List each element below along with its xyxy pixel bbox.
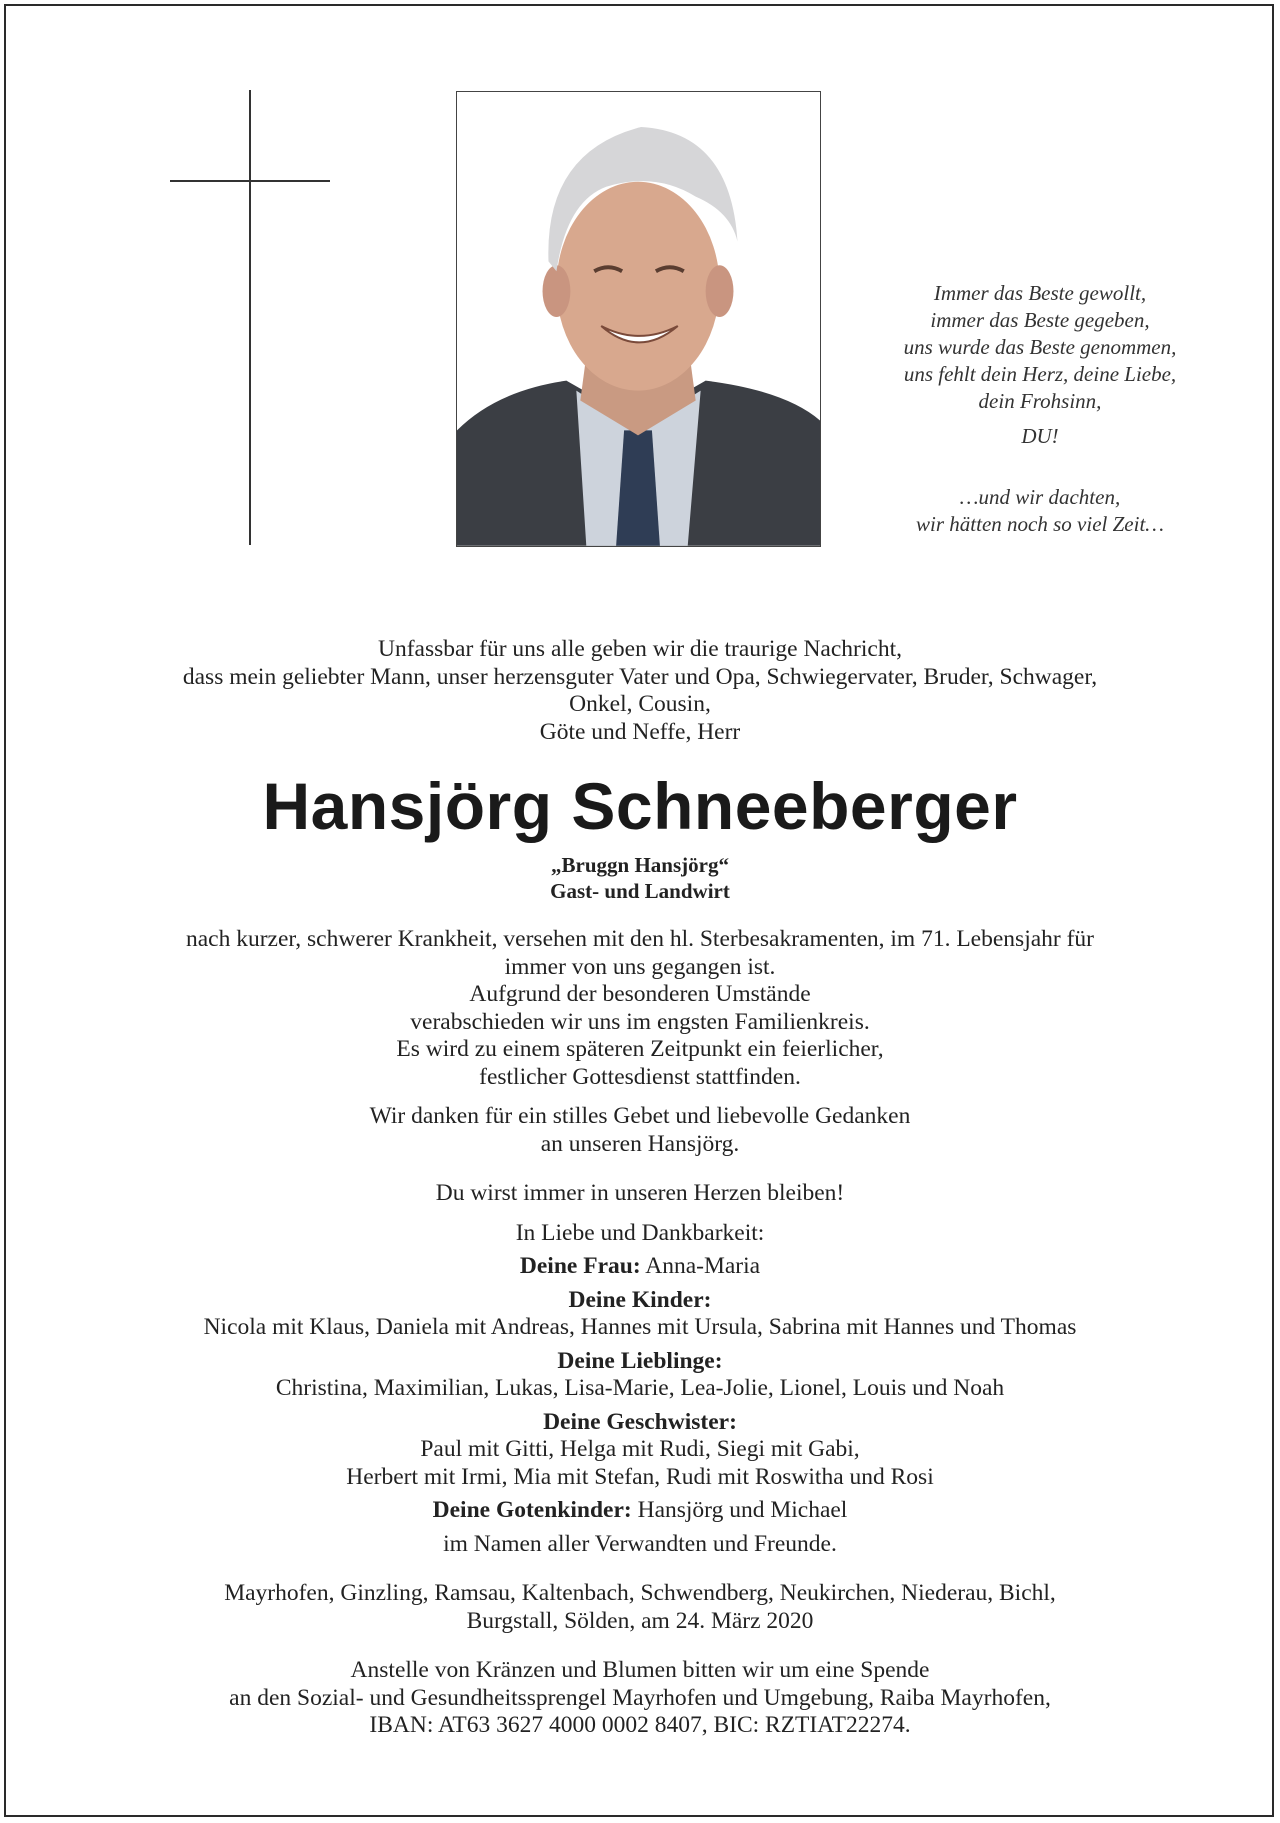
godchildren-label: Deine Gotenkinder: [432, 1497, 632, 1523]
message-line: festlicher Gottesdienst stattfinden. [479, 1063, 801, 1090]
message-line: verabschieden wir uns im engsten Familienkreis. [410, 1008, 870, 1035]
siblings-label: Deine Geschwister: [543, 1408, 737, 1435]
children-label: Deine Kinder: [568, 1286, 712, 1313]
intro-line: Göte und Neffe, Herr [539, 718, 741, 745]
heart-line: Du wirst immer in unseren Herzen bleiben! [435, 1180, 845, 1206]
quote-line: immer das Beste gegeben, [930, 308, 1150, 332]
cross-icon [249, 90, 251, 545]
places-line: Burgstall, Sölden, am 24. März 2020 [466, 1607, 814, 1634]
deceased-name: Hansjörg Schneeberger [262, 769, 1018, 843]
quote-line: Immer das Beste gewollt, [933, 281, 1147, 305]
donation-line: IBAN: AT63 3627 4000 0002 8407, BIC: RZTIAT22274. [369, 1712, 911, 1738]
wife-name: Anna-Maria [645, 1253, 761, 1279]
favorites-names: Christina, Maximilian, Lukas, Lisa-Marie, Lea-Jolie, Lionel, Louis und Noah [275, 1375, 1005, 1401]
intro-line: dass mein geliebter Mann, unser herzensguter Vater und Opa, Schwiegervater, Bruder, Schwager, [182, 663, 1098, 690]
obituary-text [60, 636, 1220, 1740]
message-line: nach kurzer, schwerer Krankheit, versehen mit den hl. Sterbesakramenten, im 71. Lebensjahr für [185, 926, 1095, 952]
siblings-line: Herbert mit Irmi, Mia mit Stefan, Rudi mit Roswitha und Rosi [346, 1463, 934, 1490]
quote-line: uns wurde das Beste genommen, [903, 335, 1177, 359]
memorial-quote [840, 280, 1240, 538]
thanks-line: Wir danken für ein stilles Gebet und liebevolle Gedanken [369, 1103, 911, 1129]
quote-line: dein Frohsinn, [978, 389, 1102, 413]
cross-icon-bar [170, 180, 330, 182]
message-line: immer von uns gegangen ist. [504, 953, 776, 980]
favorites-label: Deine Lieblinge: [557, 1347, 723, 1374]
wife-line [60, 1253, 1220, 1281]
godchildren-names: Hansjörg und Michael [637, 1497, 848, 1523]
godchildren-line [60, 1497, 1220, 1525]
siblings-line: Paul mit Gitti, Helga mit Rudi, Siegi mit Gabi, [420, 1436, 860, 1462]
donation-line: an den Sozial- und Gesundheitssprengel Mayrhofen und Umgebung, Raiba Mayrhofen, [229, 1684, 1051, 1711]
relatives-line: im Namen aller Verwandten und Freunde. [443, 1530, 837, 1557]
portrait-photo [456, 91, 821, 547]
deceased-nickname: „Bruggn Hansjörg“ [551, 853, 729, 877]
quote-closing-line: …und wir dachten, [959, 485, 1121, 509]
message-line: Aufgrund der besonderen Umstände [469, 981, 811, 1007]
thanks-line: an unseren Hansjörg. [540, 1130, 740, 1157]
places-line: Mayrhofen, Ginzling, Ramsau, Kaltenbach, Schwendberg, Neukirchen, Niederau, Bichl, [224, 1580, 1056, 1606]
donation-line: Anstelle von Kränzen und Blumen bitten wir um eine Spende [350, 1657, 930, 1683]
love-line: In Liebe und Dankbarkeit: [515, 1219, 765, 1246]
wife-label: Deine Frau: [519, 1253, 641, 1279]
intro-line: Onkel, Cousin, [569, 691, 711, 717]
quote-closing-line: wir hätten noch so viel Zeit… [916, 512, 1164, 536]
message-line: Es wird zu einem späteren Zeitpunkt ein feierlicher, [396, 1036, 884, 1062]
intro-line: Unfassbar für uns alle geben wir die traurige Nachricht, [378, 636, 902, 662]
children-names: Nicola mit Klaus, Daniela mit Andreas, Hannes mit Ursula, Sabrina mit Hannes und Thomas [203, 1314, 1077, 1340]
quote-du: DU! [1021, 424, 1059, 448]
quote-line: uns fehlt dein Herz, deine Liebe, [903, 362, 1177, 386]
deceased-occupation: Gast- und Landwirt [550, 879, 730, 903]
